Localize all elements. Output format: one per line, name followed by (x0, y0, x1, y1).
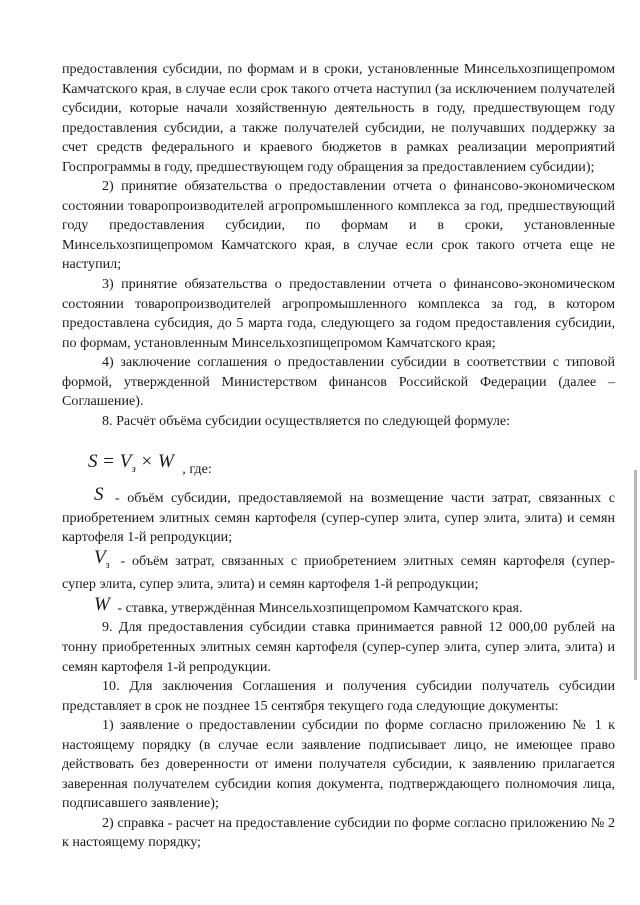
definition-v-subscript: з (105, 559, 110, 571)
definition-s-text: - объём субсидии, предоставляемой на возмещение части затрат, связанных с приобретением элитных семян картофеля (супер-супер элита, супер элита, элита) и семян картофеля 1-й репродукции; (62, 490, 615, 546)
formula-times: × (136, 451, 158, 473)
paragraph-8: 8. Расчёт объёма субсидии осуществляется по следующей формуле: (102, 412, 511, 429)
definition-v-letter: V (94, 547, 106, 569)
paragraph-10-item-1: 1) заявление о предоставлении субсидии по форме согласно приложению № 1 к настоящему порядку (в случае если заявление подписывает лицо, не имеющее право действовать без доверенности от имени получателя субсидии, к заявлению прилагается заверенная получателем субсидии копия документа, подтверждающего полномочия лица, подписавшего заявление); (62, 717, 615, 812)
paragraph-continuation: предоставления субсидии, по формам и в сроки, установленные Минсельхозпищепромом Камчатского края, в случае если срок такого отчета наступил (за исключением получателей субсидии, которые начали хозяйственную деятельность в году, предшествующем году предоставления субсидии, а также получателей субсидии, не получавших поддержку за счет средств федерального и краевого бюджетов в рамках реализации мероприятий Госпрограммы в году, предшествующем году обращения за предоставлением субсидии); (62, 61, 615, 175)
formula (88, 451, 615, 479)
definition-v (62, 548, 615, 595)
formula-equals: = (98, 451, 120, 473)
paragraph-item-2: 2) принятие обязательства о предоставлении отчета о финансово-экономическом состоянии товаропроизводителей агропромышленного комплекса за год, предшествующий году предоставления субсидии, по формам и в сроки, установленные Минсельхозпищепромом Камчатского края, в случае если срок такого отчета еще не наступил; (62, 178, 615, 273)
definition-w-text: - ставка, утверждённая Минсельхозпищепромом Камчатского края. (117, 599, 523, 616)
definition-w (62, 595, 615, 619)
paragraph-item-3: 3) принятие обязательства о предоставлении отчета о финансово-экономическом состоянии товаропроизводителей агропромышленного комплекса за год, в котором предоставлена субсидия, до 5 марта года, следующего за годом предоставления субсидии, по формам, установленным Минсельхозпищепромом Камчатского края; (62, 276, 615, 351)
definition-s (62, 485, 615, 548)
definition-v-text: - объём затрат, связанных с приобретением элитных семян картофеля (супер-супер элита, супер элита, элита) и семян картофеля 1-й репродукции; (62, 553, 616, 593)
paragraph-item-4: 4) заключение соглашения о предоставлении субсидии в соответствии с типовой формой, утвержденной Министерством финансов Российской Федерации (далее – Соглашение). (62, 354, 615, 410)
definition-v-symbol (94, 548, 110, 575)
document-body (62, 60, 615, 853)
paragraph-10: 10. Для заключения Соглашения и получения субсидии получатель субсидии представляет в срок не позднее 15 сентября текущего года следующие документы: (62, 678, 615, 714)
paragraph-9: 9. Для предоставления субсидии ставка принимается равной 12 000,00 рублей на тонну приобретенных элитных семян картофеля (супер-супер элита, супер элита, элита) и семян картофеля 1-й репродукции. (62, 619, 615, 675)
definition-s-symbol: S (94, 484, 104, 506)
formula-v: V (119, 451, 132, 473)
formula-w: W (157, 451, 175, 473)
formula-v-subscript: з (131, 463, 137, 475)
definition-w-symbol: W (94, 593, 110, 615)
paragraph-10-item-2: 2) справка - расчет на предоставление субсидии по форме согласно приложению № 2 к настоящему порядку; (62, 814, 615, 851)
formula-suffix: , где: (182, 460, 212, 477)
formula-s: S (88, 451, 98, 473)
scan-edge-mark (634, 470, 637, 680)
formula-expression (88, 452, 174, 479)
